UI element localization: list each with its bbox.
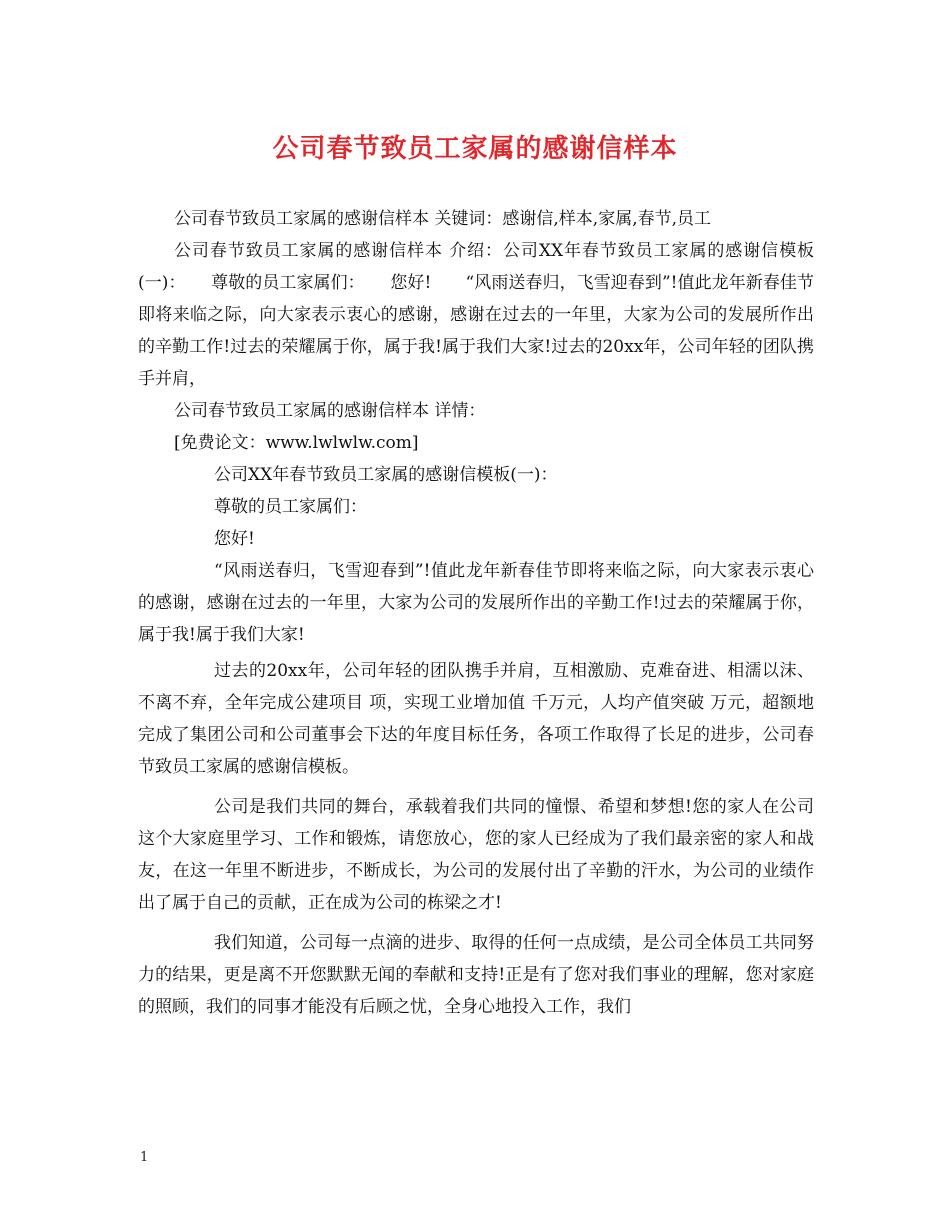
- intro-paragraph: 公司春节致员工家属的感谢信样本 介绍：公司XX年春节致员工家属的感谢信模板(一)： 尊敬的员工家属们： 您好! “风雨送春归，飞雪迎春到”!值此龙年新春佳节即将来临之际，向大家表示衷心的感谢，感谢在过去的一年里，大家为公司的发展所作出的辛勤工作!过去的荣耀属于你，属于我!属于我们大家!过去的20xx年，公司年轻的团队携手并肩，: [138, 241, 814, 389]
- document-body: [138, 203, 814, 1023]
- letter-template-heading: 公司XX年春节致员工家属的感谢信模板(一)：: [214, 465, 558, 485]
- free-paper-link[interactable]: [免费论文：www.lwlwlw.com]: [174, 433, 419, 453]
- letter-paragraph: 公司是我们共同的舞台，承载着我们共同的憧憬、希望和梦想!您的家人在公司这个大家庭里学习、工作和锻炼，请您放心，您的家人已经成为了我们最亲密的家人和战友，在这一年里不断进步，不断成长，为公司的发展付出了辛勤的汗水，为公司的业绩作出了属于自己的贡献，正在成为公司的栋梁之才!: [138, 797, 814, 913]
- document-title: 公司春节致员工家属的感谢信样本: [272, 134, 678, 164]
- letter-greeting: 您好!: [214, 529, 255, 549]
- letter-paragraph: 我们知道，公司每一点滴的进步、取得的任何一点成绩，是公司全体员工共同努力的结果，更是离不开您默默无闻的奉献和支持!正是有了您对我们事业的理解，您对家庭的照顾，我们的同事才能没有后顾之忧，全身心地投入工作，我们: [138, 933, 814, 1017]
- details-heading: 公司春节致员工家属的感谢信样本 详情：: [174, 401, 486, 421]
- letter-paragraph: “风雨送春归，飞雪迎春到”!值此龙年新春佳节即将来临之际，向大家表示衷心的感谢，感谢在过去的一年里，大家为公司的发展所作出的辛勤工作!过去的荣耀属于你，属于我!属于我们大家!: [138, 561, 814, 645]
- keywords-paragraph: 公司春节致员工家属的感谢信样本 关键词：感谢信,样本,家属,春节,员工: [174, 209, 712, 229]
- page-number: 1: [140, 1150, 149, 1165]
- letter-salutation: 尊敬的员工家属们：: [214, 497, 367, 517]
- letter-paragraph: 过去的20xx年，公司年轻的团队携手并肩，互相激励、克难奋进、相濡以沫、不离不弃，全年完成公建项目 项，实现工业增加值 千万元，人均产值突破 万元，超额地完成了集团公司和公司董事会下达的年度目标任务，各项工作取得了长足的进步，公司春节致员工家属的感谢信模板。: [138, 661, 814, 777]
